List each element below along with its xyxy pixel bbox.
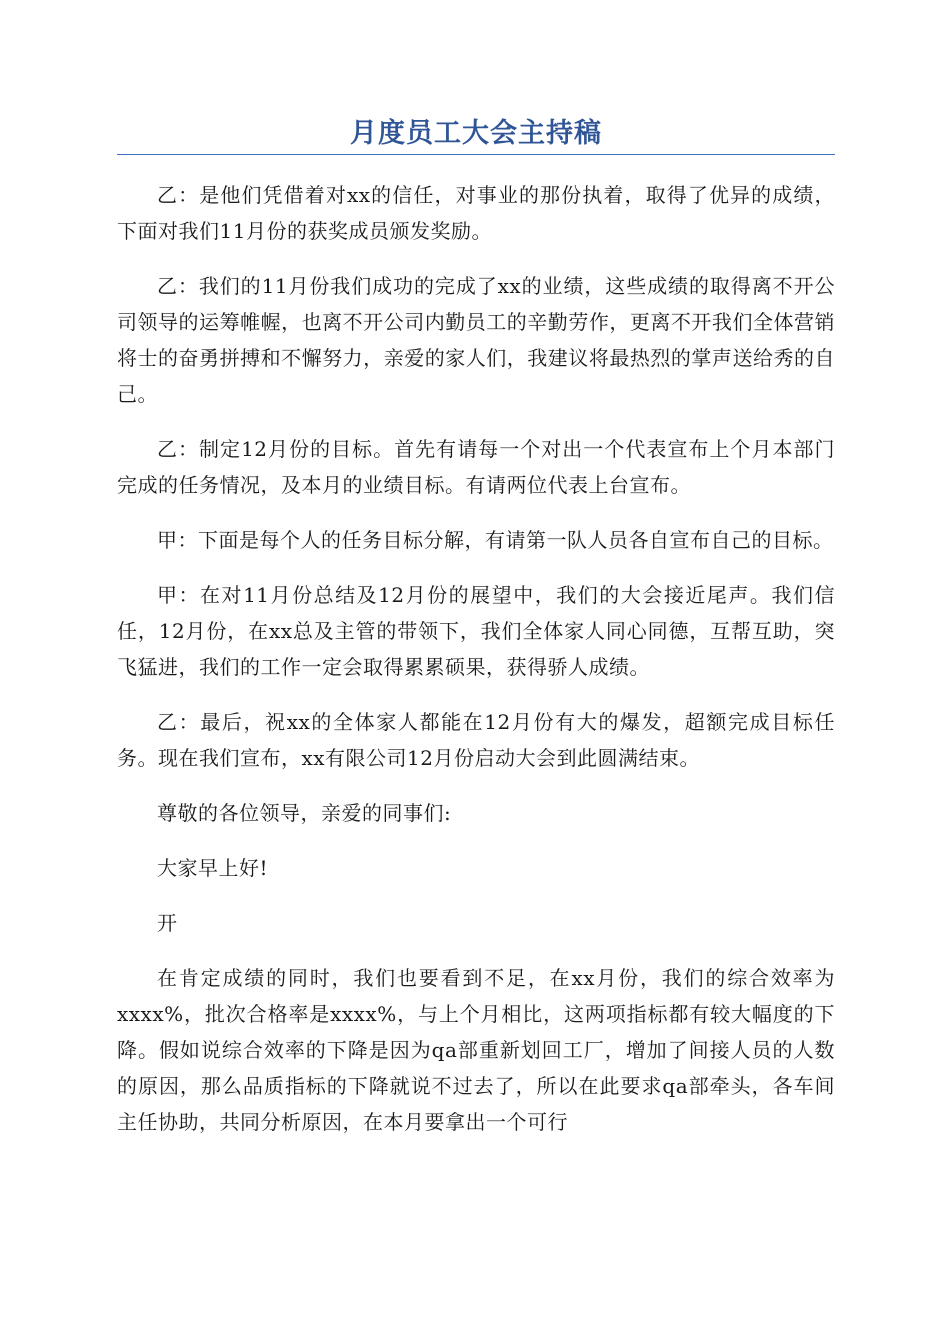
paragraph: 在肯定成绩的同时，我们也要看到不足，在xx月份，我们的综合效率为xxxx%，批次合格率是xxxx%，与上个月相比，这两项指标都有较大幅度的下降。假如说综合效率的下降是因为qa部重新划回工厂，增加了间接人员的人数的原因，那么品质指标的下降就说不过去了，所以在此要求qa部牵头，各车间主任协助，共同分析原因，在本月要拿出一个可行 [117, 966, 835, 1134]
paragraph: 开 [157, 911, 178, 935]
paragraph: 甲：下面是每个人的任务目标分解，有请第一队人员各自宣布自己的目标。 [157, 528, 834, 552]
greeting-line: 大家早上好! [157, 856, 269, 880]
document-body [117, 177, 835, 1159]
document-title: 月度员工大会主持稿 [350, 118, 602, 149]
paragraph: 乙：最后，祝xx的全体家人都能在12月份有大的爆发，超额完成目标任务。现在我们宣布，xx有限公司12月份启动大会到此圆满结束。 [117, 710, 835, 770]
paragraph: 甲：在对11月份总结及12月份的展望中，我们的大会接近尾声。我们信任，12月份，在xx总及主管的带领下，我们全体家人同心同德，互帮互助，突飞猛进，我们的工作一定会取得累累硕果，获得骄人成绩。 [117, 583, 835, 679]
paragraph: 乙：是他们凭借着对xx的信任，对事业的那份执着，取得了优异的成绩，下面对我们11月份的获奖成员颁发奖励。 [117, 183, 835, 243]
greeting-line: 尊敬的各位领导，亲爱的同事们: [157, 801, 452, 825]
paragraph: 乙：我们的11月份我们成功的完成了xx的业绩，这些成绩的取得离不开公司领导的运筹帷幄，也离不开公司内勤员工的辛勤劳作，更离不开我们全体营销将士的奋勇拼搏和不懈努力，亲爱的家人们，我建议将最热烈的掌声送给秀的自己。 [117, 274, 835, 406]
paragraph: 乙：制定12月份的目标。首先有请每一个对出一个代表宣布上个月本部门完成的任务情况，及本月的业绩目标。有请两位代表上台宣布。 [117, 437, 835, 497]
title-underline [117, 154, 835, 155]
